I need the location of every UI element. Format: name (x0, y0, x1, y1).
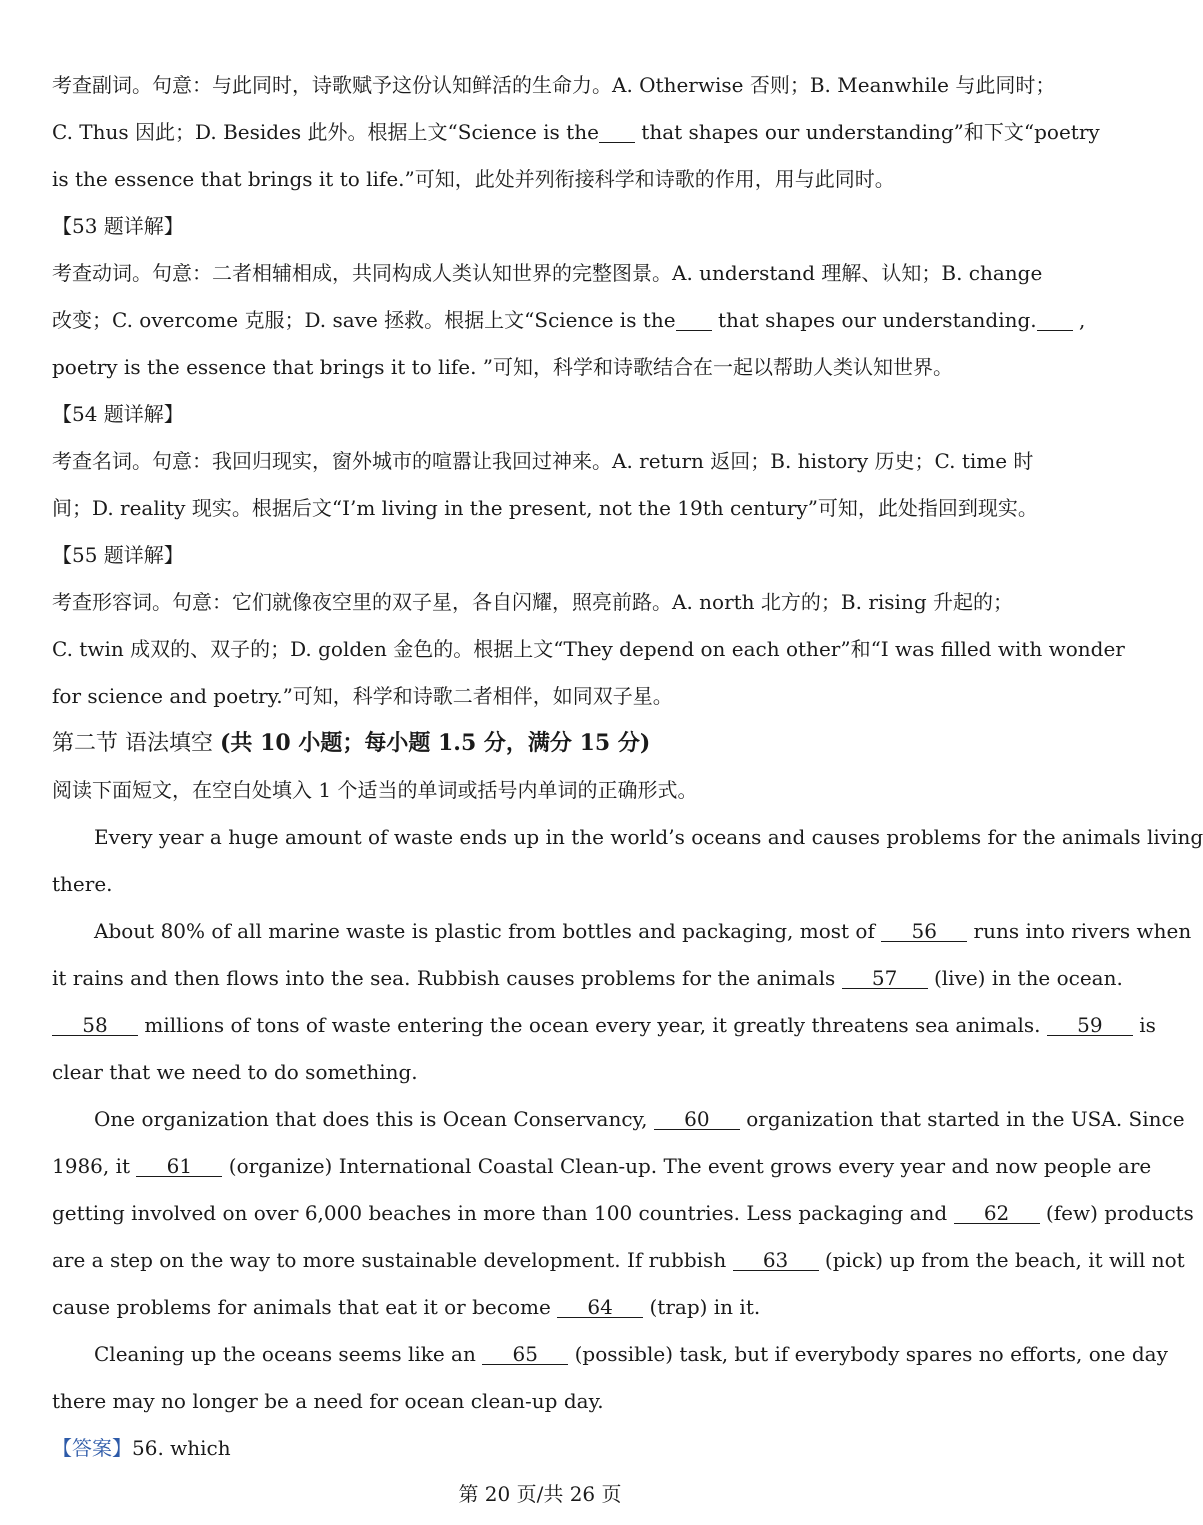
passage-p1-line-1: Every year a huge amount of waste ends up in the world’s oceans and causes problems for the animals living (94, 825, 1203, 849)
text-fragment: Cleaning up the oceans seems like an (94, 1342, 483, 1366)
explanation-55-line-1: 考查形容词。句意：它们就像夜空里的双子星，各自闪耀，照亮前路。A. north 北方的；B. rising 升起的； (52, 590, 1013, 614)
text-fragment: About 80% of all marine waste is plastic from bottles and packaging, most of (94, 919, 882, 943)
text-fragment: are a step on the way to more sustainable development. If rubbish (52, 1248, 733, 1272)
blank-57[interactable]: 57 (842, 968, 928, 989)
text-fragment: that shapes our understanding. (717, 308, 1037, 332)
text-fragment: (pick) up from the beach, it will not (818, 1248, 1185, 1272)
blank-65[interactable]: 65 (482, 1344, 568, 1365)
text-fragment: runs into rivers when (967, 919, 1192, 943)
explanation-53-line-3: poetry is the essence that brings it to life. ”可知，科学和诗歌结合在一起以帮助人类认知世界。 (52, 355, 954, 379)
text-fragment: it rains and then flows into the sea. Rubbish causes problems for the animals (52, 966, 842, 990)
text-fragment: 改变；C. overcome 克服；D. save 拯救。根据上文“Science is the (52, 308, 676, 332)
explanation-55-line-3: for science and poetry.”可知，科学和诗歌二者相伴，如同双子星。 (52, 684, 673, 708)
blank-60[interactable]: 60 (654, 1109, 740, 1130)
passage-p3-line-4 (52, 1237, 1185, 1284)
blank-underline (676, 310, 712, 331)
blank-64[interactable]: 64 (557, 1297, 643, 1318)
blank-61[interactable]: 61 (136, 1156, 222, 1177)
blank-59[interactable]: 59 (1047, 1015, 1133, 1036)
passage-p4-line-1 (52, 1331, 1168, 1378)
text-fragment: that shapes our understanding”和下文“poetry (641, 120, 1100, 144)
text-fragment: (trap) in it. (643, 1295, 761, 1319)
passage-p3-line-2 (52, 1143, 1152, 1190)
passage-p3-line-1 (52, 1096, 1185, 1143)
section-instruction: 阅读下面短文，在空白处填入 1 个适当的单词或括号内单词的正确形式。 (52, 778, 698, 802)
text-fragment: (live) in the ocean. (927, 966, 1123, 990)
blank-underline (599, 122, 635, 143)
text-fragment: getting involved on over 6,000 beaches in more than 100 countries. Less packaging and (52, 1201, 954, 1225)
blank-58[interactable]: 58 (52, 1015, 138, 1036)
section-title-prefix: 第二节 语法填空 (52, 731, 220, 756)
explanation-55-line-2: C. twin 成双的、双子的；D. golden 金色的。根据上文“They depend on each other”和“I was filled with wonder (52, 637, 1125, 661)
passage-p2-line-2 (52, 955, 1123, 1002)
explanation-52-line-2 (52, 109, 1100, 156)
answer-tag: 【答案】 (52, 1436, 132, 1460)
blank-56[interactable]: 56 (881, 921, 967, 942)
explanation-52-line-1: 考查副词。句意：与此同时，诗歌赋予这份认知鲜活的生命力。A. Otherwise 否则；B. Meanwhile 与此同时； (52, 73, 1056, 97)
blank-63[interactable]: 63 (733, 1250, 819, 1271)
text-fragment: millions of tons of waste entering the ocean every year, it greatly threatens sea animals. (138, 1013, 1047, 1037)
passage-p2-line-4: clear that we need to do something. (52, 1060, 418, 1084)
blank-62[interactable]: 62 (954, 1203, 1040, 1224)
explanation-53-line-1: 考查动词。句意：二者相辅相成，共同构成人类认知世界的完整图景。A. understand 理解、认知；B. change (52, 261, 1043, 285)
text-fragment: One organization that does this is Ocean Conservancy, (94, 1107, 654, 1131)
document-page (52, 62, 1203, 1472)
section-title-scoring: (共 10 小题；每小题 1.5 分，满分 15 分) (220, 730, 651, 756)
answer-text: 56. which (132, 1436, 231, 1460)
text-fragment: is (1132, 1013, 1156, 1037)
heading-q54: 【54 题详解】 (52, 402, 184, 426)
section-title (52, 720, 1052, 767)
text-fragment: (possible) task, but if everybody spares no efforts, one day (568, 1342, 1168, 1366)
text-fragment: 1986, it (52, 1154, 137, 1178)
passage-p4-line-2: there may no longer be a need for ocean clean-up day. (52, 1389, 604, 1413)
explanation-54-line-1: 考查名词。句意：我回归现实，窗外城市的喧嚣让我回过神来。A. return 返回；B. history 历史；C. time 时 (52, 449, 1034, 473)
passage-p3-line-3 (52, 1190, 1194, 1237)
text-fragment: (few) products (1039, 1201, 1194, 1225)
text-fragment: C. Thus 因此；D. Besides 此外。根据上文“Science is the (52, 120, 599, 144)
page-footer: 第 20 页/共 26 页 (458, 1482, 622, 1506)
answer-line (52, 1425, 1052, 1472)
text-fragment: organization that started in the USA. Since (739, 1107, 1185, 1131)
heading-q53: 【53 题详解】 (52, 214, 184, 238)
explanation-53-line-2: 改变；C. overcome 克服；D. save 拯救。根据上文“Science is the that shapes our understanding. , (52, 308, 1086, 332)
text-fragment: (organize) International Coastal Clean-up. The event grows every year and now people are (222, 1154, 1152, 1178)
passage-p3-line-5 (52, 1284, 1052, 1331)
blank-underline (1037, 310, 1073, 331)
passage-p2-line-3 (52, 1002, 1156, 1049)
passage-p1-line-2: there. (52, 872, 113, 896)
text-fragment: cause problems for animals that eat it or become (52, 1295, 558, 1319)
explanation-54-line-2: 间；D. reality 现实。根据后文“I’m living in the present, not the 19th century”可知，此处指回到现实。 (52, 496, 1038, 520)
explanation-52-line-3: is the essence that brings it to life.”可知，此处并列衔接科学和诗歌的作用，用与此同时。 (52, 167, 895, 191)
heading-q55: 【55 题详解】 (52, 543, 184, 567)
passage-p2-line-1 (52, 908, 1192, 955)
